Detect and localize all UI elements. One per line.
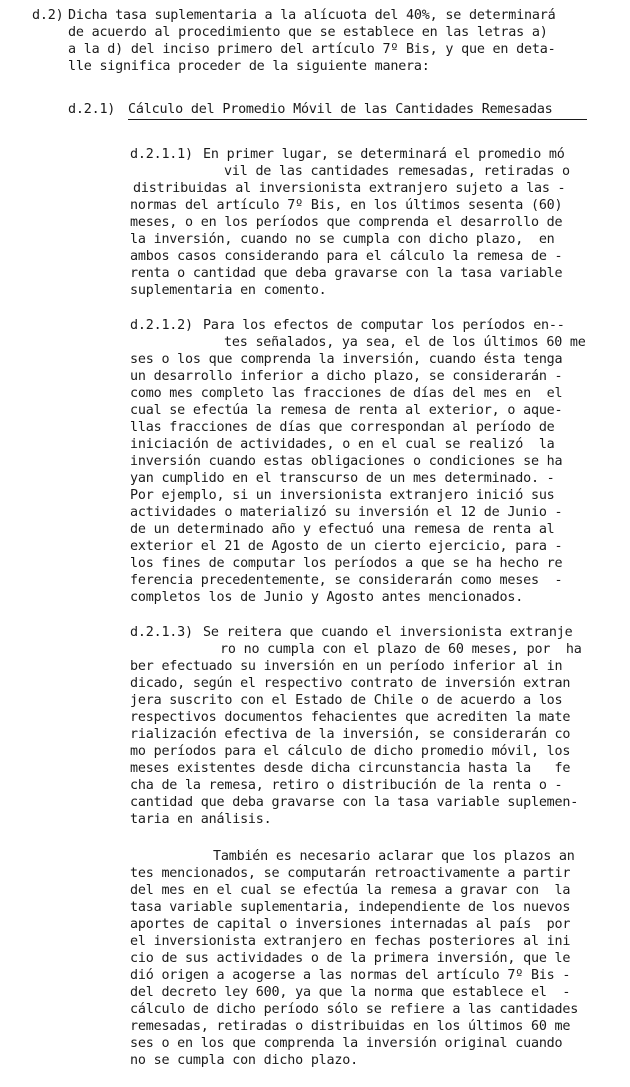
paragraph-line: ber efectuado su inversión en un período inferior al in (130, 659, 563, 674)
paragraph-line: tes señalados, ya sea, el de los últimos 60 me (224, 335, 586, 350)
paragraph-line: tes mencionados, se computarán retroactivamente a partir (130, 866, 571, 881)
paragraph-line: actividades o materializó su inversión el 12 de Junio - (130, 505, 563, 520)
paragraph-line: jera suscrito con el Estado de Chile o de acuerdo a los (130, 693, 563, 708)
paragraph-line: de un determinado año y efectuó una remesa de renta al (130, 522, 555, 537)
paragraph-line: dicado, según el respectivo contrato de inversión extran (130, 676, 571, 691)
paragraph-line: del decreto ley 600, ya que la norma que establece el - (130, 985, 571, 1000)
subsection-label: d.2.1) (68, 102, 116, 117)
paragraph-line: cálculo de dicho período sólo se refiere a las cantidades (130, 1002, 579, 1017)
subsection-title: Cálculo del Promedio Móvil de las Cantidades Remesadas (128, 102, 553, 117)
paragraph-line: vil de las cantidades remesadas, retiradas o (224, 164, 570, 179)
paragraph-line: En primer lugar, se determinará el promedio mó (203, 147, 565, 162)
paragraph-label: d.2.1.1) (130, 147, 193, 162)
paragraph-line: ambos casos considerando para el cálculo la remesa de - (130, 249, 563, 264)
paragraph-line: dió origen a acogerse a las normas del artículo 7º Bis - (130, 968, 571, 983)
paragraph-line: cio de sus actividades o de la primera inversión, que le (130, 951, 571, 966)
paragraph-line: remesadas, retiradas o distribuidas en los últimos 60 me (130, 1019, 571, 1034)
paragraph-line: inversión cuando estas obligaciones o condiciones se ha (130, 454, 563, 469)
paragraph-line: la inversión, cuando no se cumpla con dicho plazo, en (130, 232, 555, 247)
paragraph-line: no se cumpla con dicho plazo. (130, 1053, 358, 1068)
paragraph-line: normas del artículo 7º Bis, en los últimos sesenta (60) (130, 198, 563, 213)
paragraph-line: Por ejemplo, si un inversionista extranjero inició sus (130, 488, 555, 503)
section-line: a la d) del inciso primero del artículo 7º Bis, y que en deta- (68, 42, 556, 57)
paragraph-line: exterior el 21 de Agosto de un cierto ejercicio, para - (130, 539, 563, 554)
paragraph-line: ro no cumpla con el plazo de 60 meses, por ha (220, 642, 582, 657)
paragraph-line: cantidad que deba gravarse con la tasa variable suplemen- (130, 795, 579, 810)
paragraph-line: distribuidas al inversionista extranjero sujeto a las - (133, 181, 566, 196)
section-line: lle significa proceder de la siguiente manera: (68, 59, 430, 74)
paragraph-line: ferencia precedentemente, se considerarán como meses - (130, 573, 563, 588)
paragraph-line: Para los efectos de computar los períodos en-- (203, 318, 565, 333)
paragraph-line: meses, o en los períodos que comprenda el desarrollo de (130, 215, 563, 230)
paragraph-line: respectivos documentos fehacientes que acrediten la mate (130, 710, 571, 725)
section-label: d.2) (32, 8, 64, 23)
paragraph-line: aportes de capital o inversiones internadas al país por (130, 917, 571, 932)
paragraph-line: yan cumplido en el transcurso de un mes determinado. - (130, 471, 555, 486)
paragraph-line: ses o en los que comprenda la inversión original cuando (130, 1036, 563, 1051)
paragraph-line: Se reitera que cuando el inversionista extranje (203, 625, 573, 640)
paragraph-line: del mes en el cual se efectúa la remesa a gravar con la (130, 883, 571, 898)
paragraph-line: como mes completo las fracciones de días del mes en el (130, 386, 563, 401)
paragraph-line: iniciación de actividades, o en el cual se realizó la (130, 437, 555, 452)
paragraph-line: completos los de Junio y Agosto antes mencionados. (130, 590, 524, 605)
paragraph-line: suplementaria en comento. (130, 283, 327, 298)
paragraph-line: tasa variable suplementaria, independiente de los nuevos (130, 900, 571, 915)
subsection-title-underline (128, 119, 587, 120)
paragraph-line: También es necesario aclarar que los plazos an (213, 849, 575, 864)
paragraph-line: llas fracciones de días que correspondan al período de (130, 420, 555, 435)
paragraph-line: mo períodos para el cálculo de dicho promedio móvil, los (130, 744, 571, 759)
paragraph-line: meses existentes desde dicha circunstancia hasta la fe (130, 761, 571, 776)
paragraph-line: cha de la remesa, retiro o distribución de la renta o - (130, 778, 563, 793)
paragraph-line: renta o cantidad que deba gravarse con la tasa variable (130, 266, 563, 281)
paragraph-line: ses o los que comprenda la inversión, cuando ésta tenga (130, 352, 563, 367)
paragraph-label: d.2.1.2) (130, 318, 193, 333)
section-line: de acuerdo al procedimiento que se establece en las letras a) (68, 25, 548, 40)
paragraph-line: los fines de computar los períodos a que se ha hecho re (130, 556, 563, 571)
paragraph-line: cual se efectúa la remesa de renta al exterior, o aque- (130, 403, 563, 418)
paragraph-line: rialización efectiva de la inversión, se considerarán co (130, 727, 571, 742)
paragraph-line: taria en análisis. (130, 812, 272, 827)
paragraph-label: d.2.1.3) (130, 625, 193, 640)
paragraph-line: el inversionista extranjero en fechas posteriores al ini (130, 934, 571, 949)
section-line: Dicha tasa suplementaria a la alícuota del 40%, se determinará (68, 8, 556, 23)
paragraph-line: un desarrollo inferior a dicho plazo, se considerarán - (130, 369, 563, 384)
